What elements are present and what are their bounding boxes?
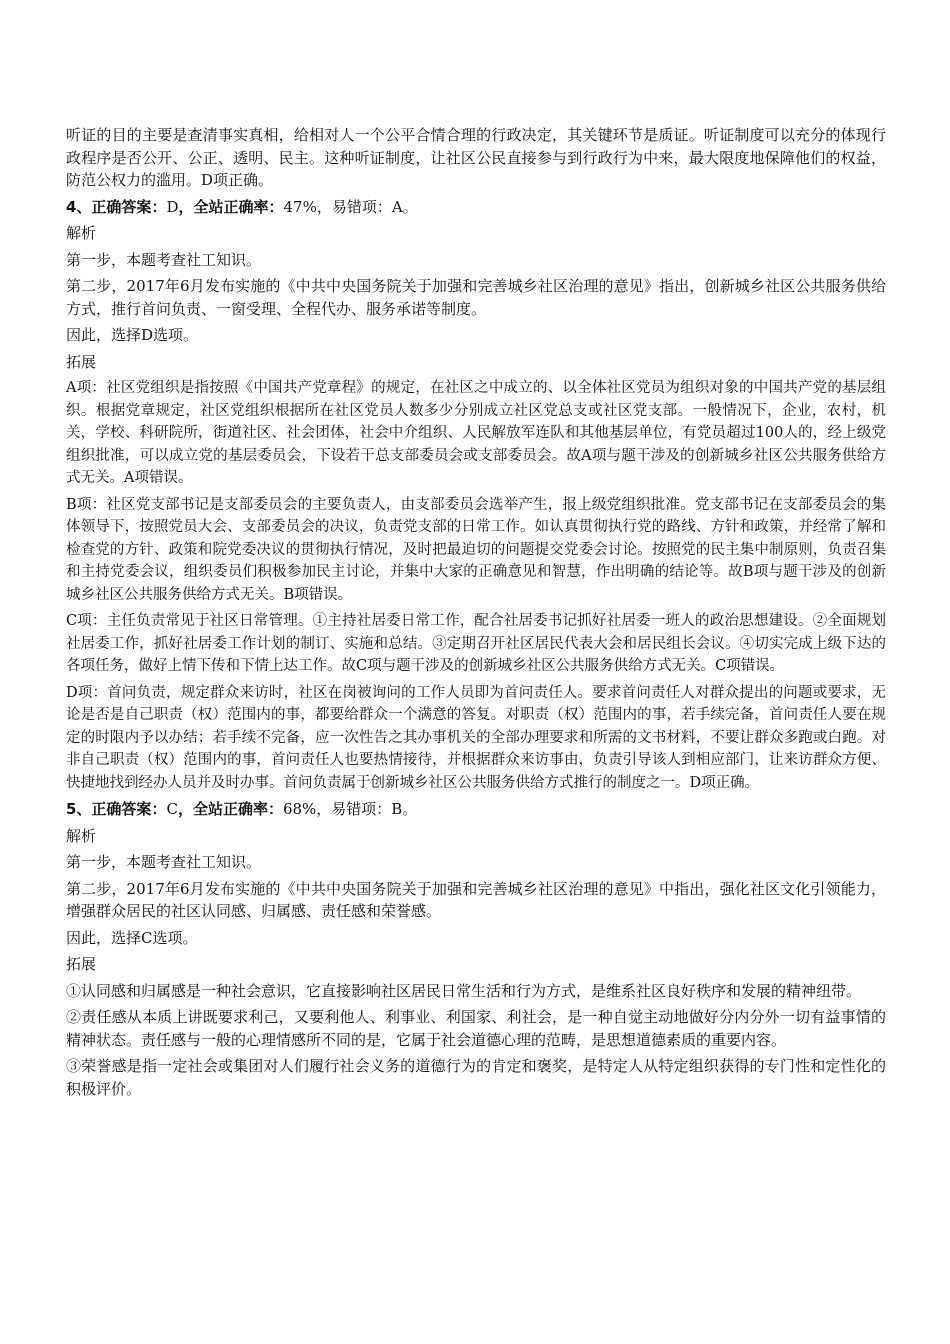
q5-rate-value: 68%，易错项：B。: [282, 800, 418, 818]
q5-point-3: ③荣誉感是指一定社会或集团对人们履行社会义务的道德行为的肯定和褒奖，是特定人从特定组织获得的专门性和定性化的积极评价。: [66, 1057, 886, 1098]
q4-option-a: A项：社区党组织是指按照《中国共产党章程》的规定，在社区之中成立的、以全体社区党员为组织对象的中国共产党的基层组织。根据党章规定，社区党组织根据所在社区党员人数多少分别成立社区党总支或社区党支部。一般情况下，企业，农村，机关，学校、科研院所，街道社区、社会团体，社会中介组织、人民解放军连队和其他基层单位，有党员超过100人的，经上级党组织批准，可以成立党的基层委员会，下设若干总支部委员会或支部委员会。故A项与题干涉及的创新城乡社区公共服务供给方式无关。A项错误。: [66, 380, 886, 486]
q4-option-c: C项：主任负责常见于社区日常管理。①主持社居委日常工作，配合社居委书记抓好社居委一班人的政治思想建设。②全面规划社居委工作，抓好社居委工作计划的制订、实施和总结。③定期召开社区居民代表大会和居民组长会议。④切实完成上级下达的各项任务，做好上情下传和下情上达工作。故C项与题干涉及的创新城乡社区公共服务供给方式无关。C项错误。: [66, 613, 886, 674]
q5-step2: 第二步，2017年6月发布实施的《中共中央国务院关于加强和完善城乡社区治理的意见》中指出，强化社区文化引领能力，增强群众居民的社区认同感、归属感、责任感和荣誉感。: [66, 879, 886, 920]
q5-extend-label: 拓展: [66, 955, 97, 973]
q4-answer-line: [66, 196, 886, 219]
q5-conclusion: 因此，选择C选项。: [66, 928, 198, 947]
intro-paragraph: 听证的目的主要是查清事实真相，给相对人一个公平合情合理的行政决定，其关键环节是质证。听证制度可以充分的体现行政程序是否公开、公正、透明、民主。这种听证制度，让社区公民直接参与到行政行为中来，最大限度地保障他们的权益，防范公权力的滥用。D项正确。: [66, 126, 886, 189]
q5-answer-line: [66, 798, 886, 821]
q4-option-d: D项：首问负责，规定群众来访时，社区在岗被询问的工作人员即为首问责任人。要求首问责任人对群众提出的问题或要求，无论是否是自己职责（权）范围内的事，都要给群众一个满意的答复。对职责（权）范围内的事，若手续完备，首问责任人要在规定的时限内予以办结；若手续不完备，应一次性告之其办事机关的全部办理要求和所需的文书材料，不要让群众多跑或白跑。对非自己职责（权）范围内的事，首问责任人也要热情接待，并根据群众来访事由，负责引导该人到相应部门，让来访群众方便、快捷地找到经办人员并及时办事。首问负责属于创新城乡社区公共服务供给方式推行的制度之一。D项正确。: [66, 684, 886, 791]
q4-conclusion: 因此，选择D选项。: [66, 326, 199, 344]
q4-step1: 第一步，本题考查社工知识。: [66, 250, 262, 269]
q5-step1: 第一步，本题考查社工知识。: [66, 853, 262, 871]
q4-answer-letter: D: [166, 197, 179, 216]
q4-rate-value: 47%，易错项：A。: [283, 197, 418, 216]
q5-rate-label: ，全站正确率：: [177, 800, 283, 818]
q5-analysis-label: 解析: [66, 826, 97, 845]
q4-rate-label: ，全站正确率：: [178, 197, 284, 216]
q5-point-2: ②责任感从本质上讲既要求利己，又要利他人、利事业、利国家、利社会，是一种自觉主动地做好分内分外一切有益事情的精神状态。责任感与一般的心理情感所不同的是，它属于社会道德心理的范畴，是思想道德素质的重要内容。: [66, 1008, 886, 1049]
q4-step2: 第二步，2017年6月发布实施的《中共中央国务院关于加强和完善城乡社区治理的意见》指出，创新城乡社区公共服务供给方式，推行首问负责、一窗受理、全程代办、服务承诺等制度。: [66, 277, 886, 318]
q4-option-b: B项：社区党支部书记是支部委员会的主要负责人，由支部委员会选举产生，报上级党组织批准。党支部书记在支部委员会的集体领导下，按照党员大会、支部委员会的决议，负责党支部的日常工作。如认真贯彻执行党的路线、方针和政策，并经常了解和检查党的方针、政策和院党委决议的贯彻执行情况，及时把最迫切的问题提交党委会讨论。按照党的民主集中制原则，负责召集和主持党委会议，组织委员们积极参加民主讨论，并集中大家的正确意见和智慧，作出明确的结论等。故B项与题干涉及的创新城乡社区公共服务供给方式无关。B项错误。: [66, 496, 886, 603]
q4-answer-label: 4、正确答案：: [66, 197, 167, 216]
q5-answer-label: 5、正确答案：: [66, 800, 167, 818]
q4-analysis-label: 解析: [66, 224, 97, 242]
q5-answer-letter: C: [166, 800, 178, 818]
q4-extend-label: 拓展: [66, 352, 97, 371]
q5-point-1: ①认同感和归属感是一种社会意识，它直接影响社区居民日常生活和行为方式，是维系社区良好秩序和发展的精神纽带。: [66, 981, 862, 1000]
document-page: [66, 124, 886, 1104]
